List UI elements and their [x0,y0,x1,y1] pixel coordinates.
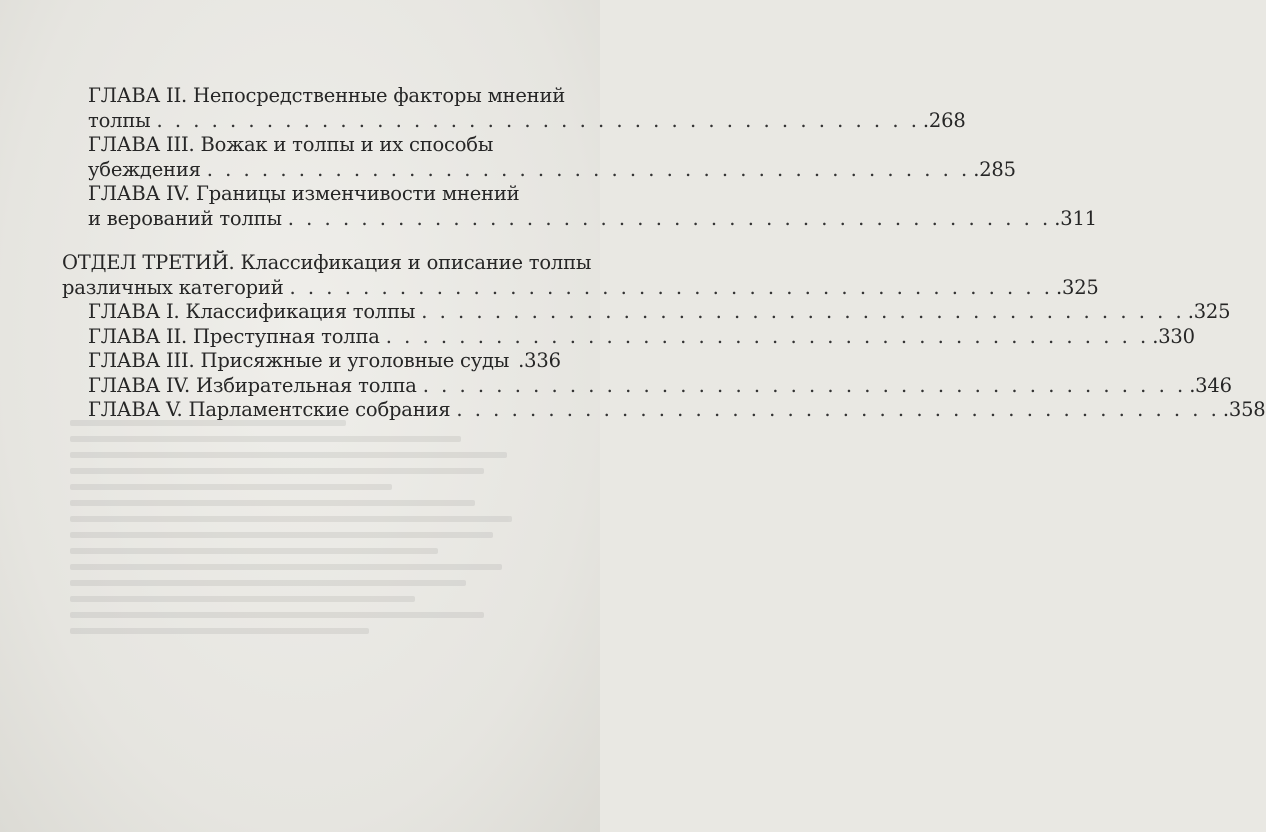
dot-leader: . . . . . . . . . . . . . . . . . . . . . . . . . . . . . . . . . . . . . . . . . . [287,206,1052,230]
dot-leader: . . . . . . . . . . . . . . . . . . . . . . . . . . . . . . . . . . . . . . . . . . [422,373,1187,397]
toc-entry-title: ГЛАВА IV. Границы изменчивости мнений [88,182,520,205]
toc-entry-title: ГЛАВА II. Преступная толпа [88,324,380,348]
toc-entry [62,300,1231,325]
toc-page-number: .358 [1222,398,1266,421]
toc-page-number: .346 [1189,373,1232,397]
toc-entry-title-continued: убеждения [88,157,201,181]
toc-page-number: .285 [973,157,1016,181]
toc-section-title-continued: различных категорий [62,275,284,299]
toc-entry-title: ГЛАВА I. Классификация толпы [88,300,416,323]
toc-entry [62,84,966,133]
toc-entry [62,349,561,374]
dot-leader: . . . . . . . . . . . . . . . . . . . . . . . . . . . . . . . . . . . . . . . . . . [289,275,1053,299]
toc-page-number: .336 [518,349,561,372]
toc-section-title: ОТДЕЛ ТРЕТИЙ. Классификация и описание толпы [62,251,592,274]
dot-leader: . . . . . . . . . . . . . . . . . . . . . . . . . . . . . . . . . . . . . . . . . . [385,324,1150,348]
toc-entry [62,324,1195,350]
toc-entry-title: ГЛАВА II. Непосредственные факторы мнений [88,84,566,107]
table-of-contents [62,84,1266,423]
toc-entry-title: ГЛАВА III. Вожак и толпы и их способы [88,133,494,156]
toc-page-number: .325 [1056,275,1099,299]
toc-entry-title: ГЛАВА V. Парламентские собрания [88,398,451,421]
toc-page-number: .311 [1054,206,1097,230]
dot-leader: . . . . . . . . . . . . . . . . . . . . . . . . . . . . . . . . . . . . . . . . . . [456,398,1220,421]
toc-page-number: .268 [922,108,966,132]
toc-page-number: .325 [1187,300,1231,323]
dot-leader: . . . . . . . . . . . . . . . . . . . . . . . . . . . . . . . . . . . . . . . . . . [156,108,920,132]
dot-leader: . . . . . . . . . . . . . . . . . . . . . . . . . . . . . . . . . . . . . . . . . . [421,300,1185,323]
toc-entry [62,133,1016,182]
toc-section [62,251,1099,300]
show-through-text [70,420,530,800]
toc-entry [62,398,1266,423]
toc-entry [62,373,1232,399]
dot-leader: . . . . . . . . . . . . . . . . . . . . . . . . . . . . . . . . . . . . . . . . . . [206,157,971,181]
toc-entry-title-continued: толпы [88,108,151,132]
toc-entry-title-continued: и верований толпы [88,206,282,230]
toc-entry-title: ГЛАВА IV. Избирательная толпа [88,373,417,397]
toc-entry-title: ГЛАВА III. Присяжные и уголовные суды [88,349,510,372]
toc-page-number: .330 [1152,324,1195,348]
toc-entry [62,182,1097,231]
